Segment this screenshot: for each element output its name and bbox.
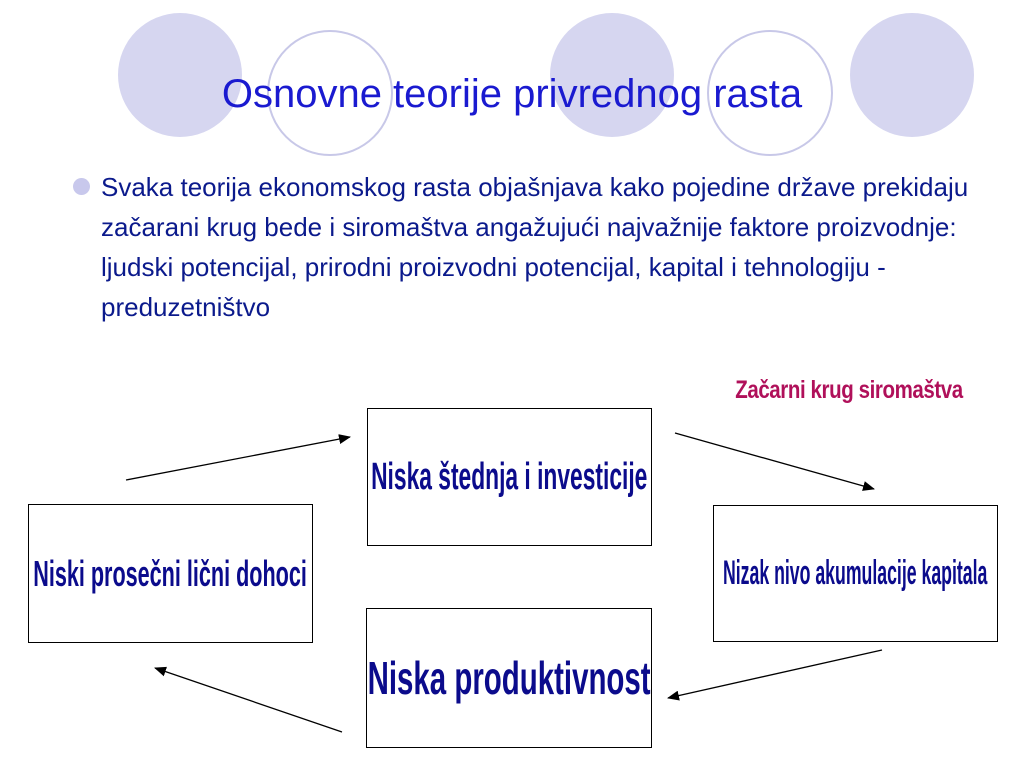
node-savings-investment (367, 408, 652, 546)
diagram-title: Začarni krug siromaštva (735, 376, 963, 404)
node-label: Niska produktivnost (367, 652, 651, 704)
node-personal-income (28, 504, 313, 643)
arrow-top-to-right (675, 433, 874, 489)
slide-title: Osnovne teorije privrednog rasta (221, 72, 803, 116)
node-label: Niski prosečni lični dohoci (33, 552, 308, 594)
node-productivity (366, 608, 652, 748)
bullet-text: Svaka teorija ekonomskog rasta objašnjava kako pojedine države prekidaju začarani krug bede i siromaštva angažujući najvažnije faktore proizvodnje: ljudski potencijal, prirodni proizvodni potencijal, kapital i tehnologiju - preduzetništvo (101, 172, 969, 322)
arrow-left-to-top (126, 437, 350, 480)
node-label: Nizak nivo akumulacije kapitala (723, 554, 988, 592)
node-label: Niska štednja i investicije (371, 455, 648, 498)
arrow-bottom-to-left (155, 668, 342, 732)
node-capital-accumulation (713, 505, 998, 642)
arrow-right-to-bottom (668, 650, 882, 698)
